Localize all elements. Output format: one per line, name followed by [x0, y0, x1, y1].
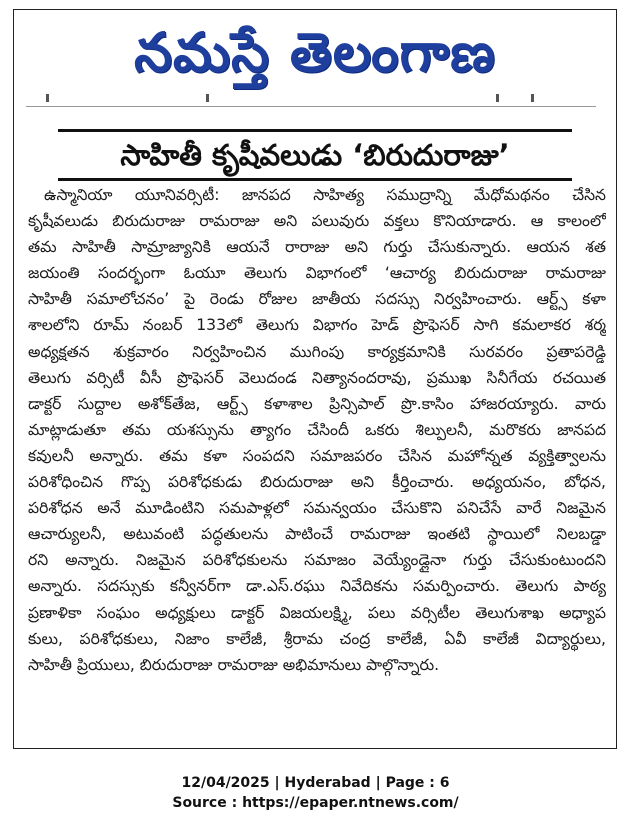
article-line: తమ సాహితీ సామ్రాజ్యానికి ఆయనే రారాజు అని గుర్తు చేసుకున్నారు. ఆయన శత: [28, 238, 606, 257]
strip-mark: [46, 94, 49, 102]
article-headline: సాహితీ కృషీవలుడు ‘బిరుదురాజు’: [58, 129, 572, 181]
strip-mark: [206, 94, 209, 102]
article-line: శాలలోని రూమ్ నంబర్ 133లో తెలుగు విభాగం హెడ్ ప్రొఫెసర్ సాగి కమలాకర శర్మ: [28, 316, 606, 335]
strip-mark: [496, 94, 499, 102]
article-line: జయంతి సందర్భంగా ఓయూ తెలుగు విభాగంలో ‘ఆచార్య బిరుదురాజు రామరాజు: [28, 264, 606, 283]
article-line: పరిశోధించిన గొప్ప పరిశోధకుడు బిరుదురాజు అని కీర్తించారు. అధ్యయనం, బోధన,: [28, 473, 606, 492]
article-line: ఆచార్యులనీ, అటువంటి పద్ధతులను పాటించే రామరాజు ఇంతటి స్థాయిలో నిలబడ్డా: [28, 525, 606, 544]
article-line: కులు, పరిశోధకులు, నిజాం కాలేజీ, శ్రీరామ చంద్ర కాలేజీ, ఏవీ కాలేజీ విద్యార్థులు,: [28, 629, 606, 648]
article-line: కవులనీ అన్నారు. తమ కళా సంపదని సమాజపరం చేసిన మహోన్నత వ్యక్తిత్వాలను: [28, 446, 606, 465]
article-line: రని అన్నారు. నిజమైన పరిశోధకులను సమాజం వెయ్యేండ్లైనా గుర్తు చేసుకుంటుందని: [28, 551, 606, 570]
article-line: ఉస్మానియా యూనివర్సిటీ: జానపద సాహిత్య సముద్రాన్ని మేధోమథనం చేసిన: [44, 186, 606, 204]
article-line: సాహితీ సమాలోచనం’ పై రెండు రోజుల జాతీయ సదస్సు నిర్వహించారు. ఆర్ట్స్ కళా: [28, 290, 606, 309]
newspaper-masthead: నమస్తే తెలంగాణ: [134, 20, 496, 84]
article-body: [28, 182, 606, 678]
article-line: తెలుగు వర్సిటీ వీసీ ప్రొఫెసర్ వెలుదండ నిత్యానందరావు, ప్రముఖ సినీగేయ రచయిత: [28, 368, 606, 387]
footer-source: Source : https://epaper.ntnews.com/: [172, 795, 459, 811]
article-line: డాక్టర్ సుద్దాల అశోక్‌తేజ, ఆర్ట్స్ కళాశాల ప్రిన్సిపాల్ ప్రొ.కాసిం హాజరయ్యారు. వారు: [28, 394, 606, 413]
article-line: పరిశోధన అనే మూడింటిని సమపాళ్లలో సమన్వయం చేసుకొని పనిచేసే వారే నిజమైన: [28, 499, 606, 518]
article-line: కృషీవలుడు బిరుదురాజు రామరాజు అని పలువురు వక్తలు కొనియాడారు. ఆ కాలంలో: [28, 212, 606, 231]
footer-dateline: 12/04/2025 | Hyderabad | Page : 6: [181, 775, 450, 791]
article-line: సాహితీ ప్రియులు, బిరుదురాజు రామరాజు అభిమానులు పాల్గొన్నారు.: [28, 655, 440, 674]
article-line: మాట్లాడుతూ తమ యశస్సును త్యాగం చేసిందీ ఒకరు శిల్పులనీ, మరొకరు జానపద: [28, 420, 606, 439]
strip-mark: [531, 94, 534, 102]
article-line: అధ్యక్షతన శుక్రవారం నిర్వహించిన ముగింపు కార్యక్రమానికి సురవరం ప్రతాపరెడ్డి: [28, 342, 606, 361]
masthead-divider-strip: [26, 94, 596, 107]
article-line: అన్నారు. సదస్సుకు కన్వీనర్‌గా డా.ఎస్.రఘు నివేదికను సమర్పించారు. తెలుగు పాఠ్య: [28, 577, 606, 596]
article-line: ప్రణాళికా సంఘం అధ్యక్షులు డాక్టర్ విజయలక్ష్మి, పలు వర్సిటీల తెలుగుశాఖ అధ్యాప: [28, 603, 606, 622]
